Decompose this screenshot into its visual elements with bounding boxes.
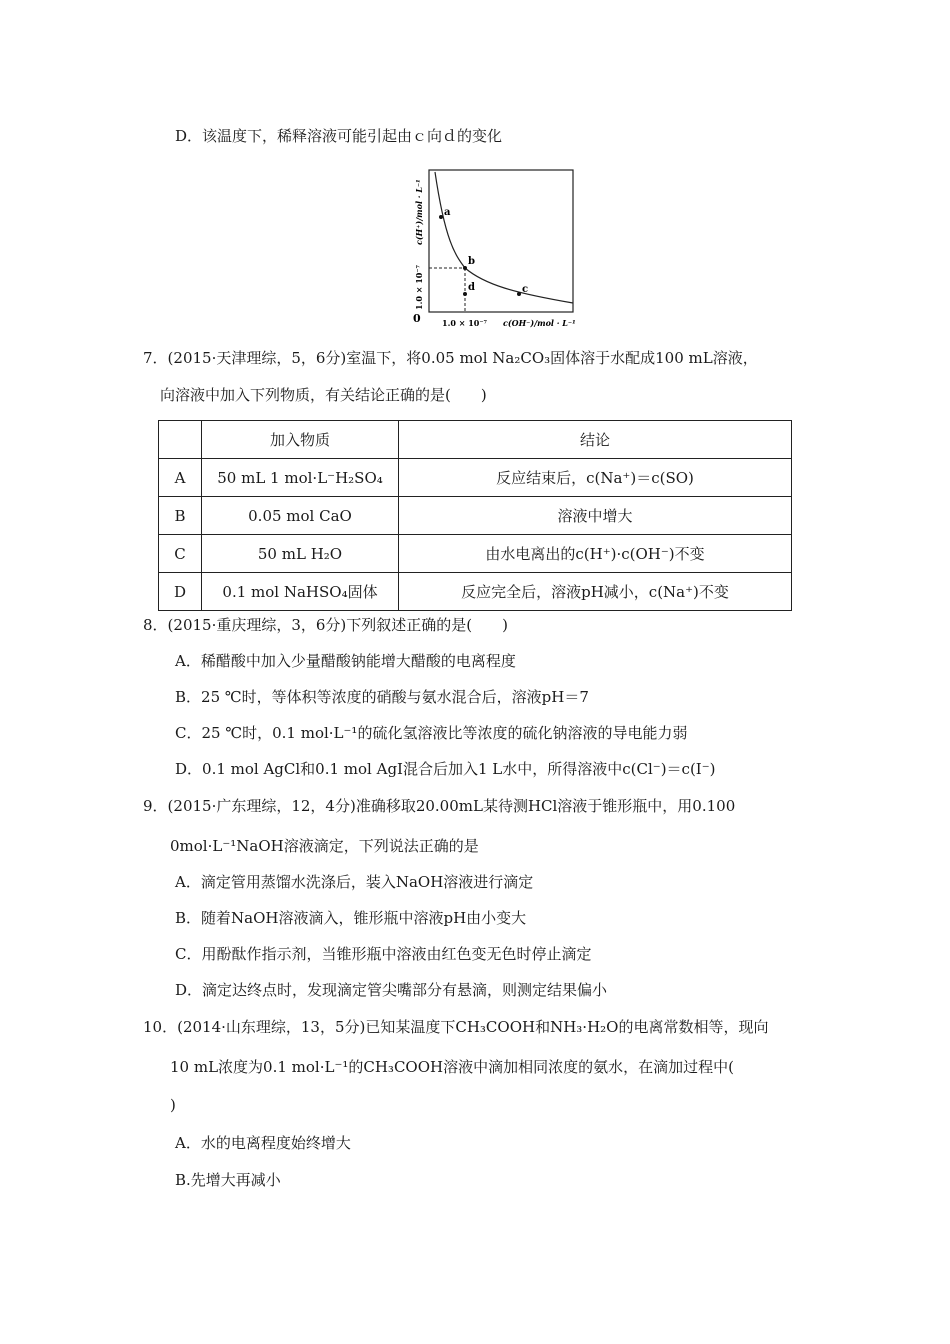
q7-table [158,420,792,611]
q8-option-b: B．25 ℃时，等体积等浓度的硝酸与氨水混合后，溶液pH＝7 [175,688,589,706]
row-substance: 0.1 mol NaHSO₄固体 [202,573,399,611]
point-a [439,215,443,219]
q9-option-d: D．滴定达终点时，发现滴定管尖嘴部分有悬滴，则测定结果偏小 [175,981,608,999]
row-label: D [159,573,202,611]
x-tick-label: 1.0 × 10⁻⁷ [442,318,488,328]
table-corner [159,421,202,459]
row-substance: 50 mL 1 mol·L⁻H₂SO₄ [202,459,399,497]
row-substance: 0.05 mol CaO [202,497,399,535]
row-label: C [159,535,202,573]
point-c-label: c [522,284,529,295]
row-label: B [159,497,202,535]
row-conclusion: 由水电离出的c(H⁺)·c(OH⁻)不变 [399,535,792,573]
q7-stem-2: 向溶液中加入下列物质，有关结论正确的是( ) [160,386,487,404]
q8-stem: 8．(2015·重庆理综，3，6分)下列叙述正确的是( ) [143,616,508,634]
q6-option-d: D．该温度下，稀释溶液可能引起由ｃ向ｄ的变化 [175,127,503,145]
y-axis-label: c(H⁺)/mol · L⁻¹ [414,179,424,245]
q10-option-a: A．水的电离程度始终增大 [175,1134,351,1152]
point-c [517,292,521,296]
q9-option-b: B．随着NaOH溶液滴入，锥形瓶中溶液pH由小变大 [175,909,527,927]
table-header-substance: 加入物质 [202,421,399,459]
table-row [159,459,792,497]
row-conclusion: 反应结束后，c(Na⁺)＝c(SO) [399,459,792,497]
q10-stem-2: 10 mL浓度为0.1 mol·L⁻¹的CH₃COOH溶液中滴加相同浓度的氨水，在滴加过程中( [170,1058,734,1076]
q10-option-b: B.先增大再减小 [175,1171,281,1189]
table-row [159,573,792,611]
y-tick-label: 1.0 × 10⁻⁷ [414,264,424,310]
q8-option-a: A．稀醋酸中加入少量醋酸钠能增大醋酸的电离程度 [175,652,516,670]
table-row [159,497,792,535]
x-axis-label: c(OH⁻)/mol · L⁻¹ [503,318,576,328]
q10-stem-3: ) [170,1096,176,1114]
point-a-label: a [444,207,451,218]
table-header-row [159,421,792,459]
row-label: A [159,459,202,497]
q9-stem-1: 9．(2015·广东理综，12，4分)准确移取20.00mL某待测HCl溶液于锥形瓶中，用0.100 [143,797,736,815]
row-conclusion: 反应完全后，溶液pH减小，c(Na⁺)不变 [399,573,792,611]
graph-curve [435,172,573,303]
q9-option-c: C．用酚酞作指示剂，当锥形瓶中溶液由红色变无色时停止滴定 [175,945,592,963]
table-header-conclusion: 结论 [399,421,792,459]
q9-option-a: A．滴定管用蒸馏水洗涤后，装入NaOH溶液进行滴定 [175,873,534,891]
ion-product-graph [405,160,585,332]
row-substance: 50 mL H₂O [202,535,399,573]
point-b [463,266,467,270]
q8-option-c: C．25 ℃时，0.1 mol·L⁻¹的硫化氢溶液比等浓度的硫化钠溶液的导电能力弱 [175,724,688,742]
q8-option-d: D．0.1 mol AgCl和0.1 mol AgI混合后加入1 L水中，所得溶液中c(Cl⁻)＝c(I⁻) [175,760,716,778]
q7-stem-1: 7．(2015·天津理综，5，6分)室温下，将0.05 mol Na₂CO₃固体溶于水配成100 mL溶液， [143,349,758,367]
origin-label: 0 [413,312,421,325]
q9-stem-2: 0mol·L⁻¹NaOH溶液滴定，下列说法正确的是 [170,837,479,855]
point-d-label: d [468,282,475,293]
q10-stem-1: 10．(2014·山东理综，13，5分)已知某温度下CH₃COOH和NH₃·H₂O的电离常数相等，现向 [143,1018,769,1036]
table-row [159,535,792,573]
point-b-label: b [468,256,475,267]
point-d [463,292,467,296]
row-conclusion: 溶液中增大 [399,497,792,535]
